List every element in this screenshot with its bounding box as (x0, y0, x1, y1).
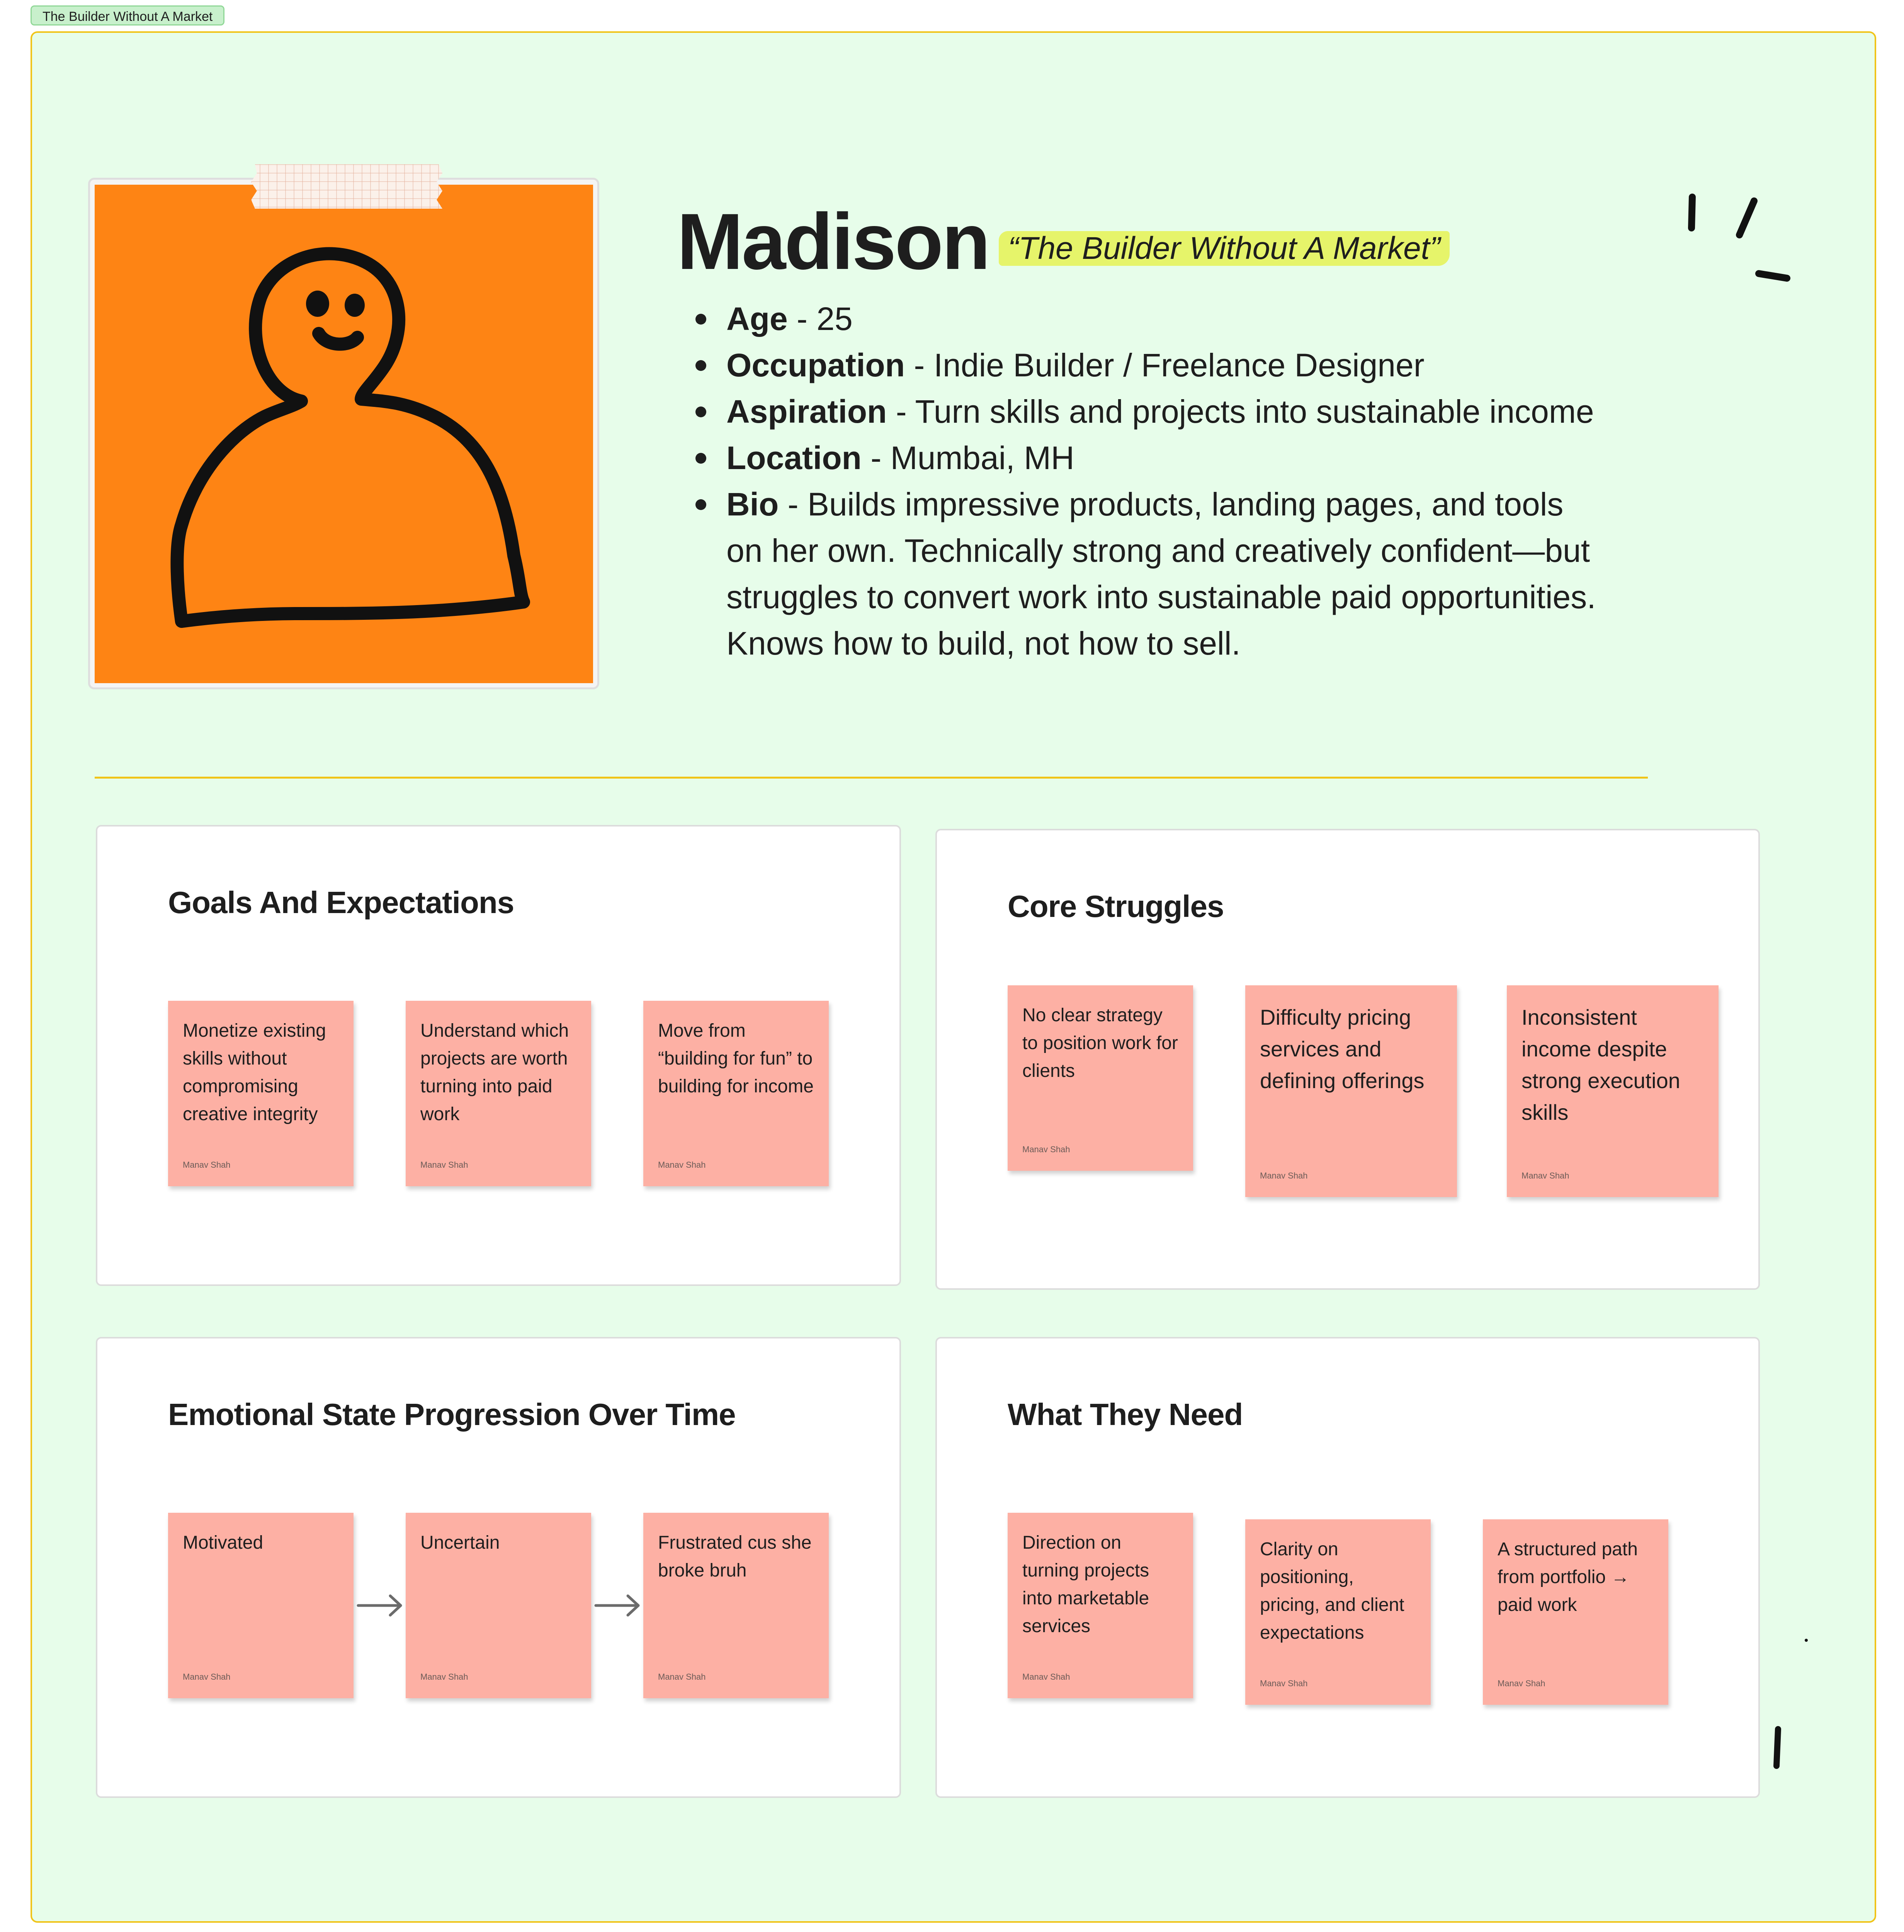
sticky-note[interactable] (1008, 985, 1193, 1171)
detail-value: - Indie Builder / Freelance Designer (905, 347, 1425, 383)
sticky-text: Clarity on positioning, pricing, and client expectations (1260, 1539, 1404, 1643)
sticky-text: Move from “building for fun” to building for income (658, 1020, 814, 1097)
detail-value: - Mumbai, MH (862, 440, 1074, 476)
section-divider (95, 777, 1648, 779)
detail-label: Age (726, 301, 788, 337)
emotions-title: Emotional State Progression Over Time (168, 1397, 736, 1432)
sticky-text: No clear strategy to position work for clients (1022, 1005, 1178, 1081)
sticky-note[interactable] (1008, 1513, 1193, 1698)
sticky-text: Understand which projects are worth turning into paid work (420, 1020, 569, 1124)
sticky-author: Manav Shah (1260, 1171, 1308, 1180)
sticky-author: Manav Shah (1022, 1672, 1070, 1682)
detail-location (692, 435, 1600, 481)
sticky-author: Manav Shah (420, 1672, 468, 1682)
hand-drawn-person-icon (95, 185, 593, 683)
line-doodle (1770, 1723, 1785, 1774)
detail-label: Location (726, 440, 862, 476)
frame-label[interactable]: The Builder Without A Market (31, 5, 224, 26)
goals-title: Goals And Expectations (168, 885, 514, 920)
right-arrow-icon (356, 1592, 405, 1619)
sticky-text: Uncertain (420, 1532, 500, 1553)
persona-tagline: “The Builder Without A Market” (999, 231, 1450, 266)
detail-age (692, 296, 1600, 342)
spark-doodle-icon (1677, 185, 1800, 298)
detail-label: Aspiration (726, 393, 887, 430)
sticky-note[interactable] (406, 1513, 591, 1698)
needs-title: What They Need (1008, 1397, 1243, 1432)
sticky-note[interactable] (168, 1001, 354, 1186)
sticky-text: Inconsistent income despite strong execution skills (1522, 1005, 1680, 1124)
sticky-author: Manav Shah (1498, 1679, 1545, 1688)
sticky-text: Direction on turning projects into marketable services (1022, 1532, 1149, 1636)
sticky-author: Manav Shah (1022, 1145, 1070, 1154)
sticky-text: Monetize existing skills without compromising creative integrity (183, 1020, 326, 1124)
sticky-author: Manav Shah (183, 1160, 231, 1170)
sticky-note[interactable] (643, 1001, 829, 1186)
detail-aspiration (692, 388, 1600, 435)
sticky-note[interactable] (168, 1513, 354, 1698)
sticky-author: Manav Shah (658, 1672, 706, 1682)
sticky-author: Manav Shah (658, 1160, 706, 1170)
sticky-note[interactable] (1483, 1519, 1668, 1705)
detail-occupation (692, 342, 1600, 388)
sticky-author: Manav Shah (420, 1160, 468, 1170)
sticky-text: Motivated (183, 1532, 264, 1553)
detail-value: - 25 (787, 301, 853, 337)
detail-value: - Turn skills and projects into sustainable income (887, 393, 1594, 430)
sticky-text: A structured path from portfolio → paid work (1498, 1539, 1638, 1615)
sticky-author: Manav Shah (1260, 1679, 1308, 1688)
dot-doodle (1802, 1636, 1810, 1644)
detail-value: - Builds impressive products, landing pages, and tools on her own. Technically strong and creatively confident—but struggles to convert work into sustainable paid opportunities. Knows how to build, not how to sell. (726, 486, 1596, 662)
sticky-author: Manav Shah (183, 1672, 231, 1682)
sticky-note[interactable] (1245, 1519, 1431, 1705)
sticky-note[interactable] (1507, 985, 1719, 1197)
persona-name: Madison (677, 197, 989, 286)
sticky-author: Manav Shah (1522, 1171, 1569, 1180)
detail-label: Bio (726, 486, 779, 522)
detail-bio (692, 481, 1600, 667)
sticky-note[interactable] (406, 1001, 591, 1186)
avatar-image (95, 185, 593, 683)
sticky-note[interactable] (1245, 985, 1457, 1197)
persona-details-list (692, 296, 1600, 667)
detail-label: Occupation (726, 347, 905, 383)
struggles-title: Core Struggles (1008, 889, 1224, 923)
sticky-text: Frustrated cus she broke bruh (658, 1532, 812, 1581)
tape-strip (251, 164, 442, 209)
sticky-note[interactable] (643, 1513, 829, 1698)
sticky-text: Difficulty pricing services and defining offerings (1260, 1005, 1425, 1093)
right-arrow-icon (594, 1592, 642, 1619)
